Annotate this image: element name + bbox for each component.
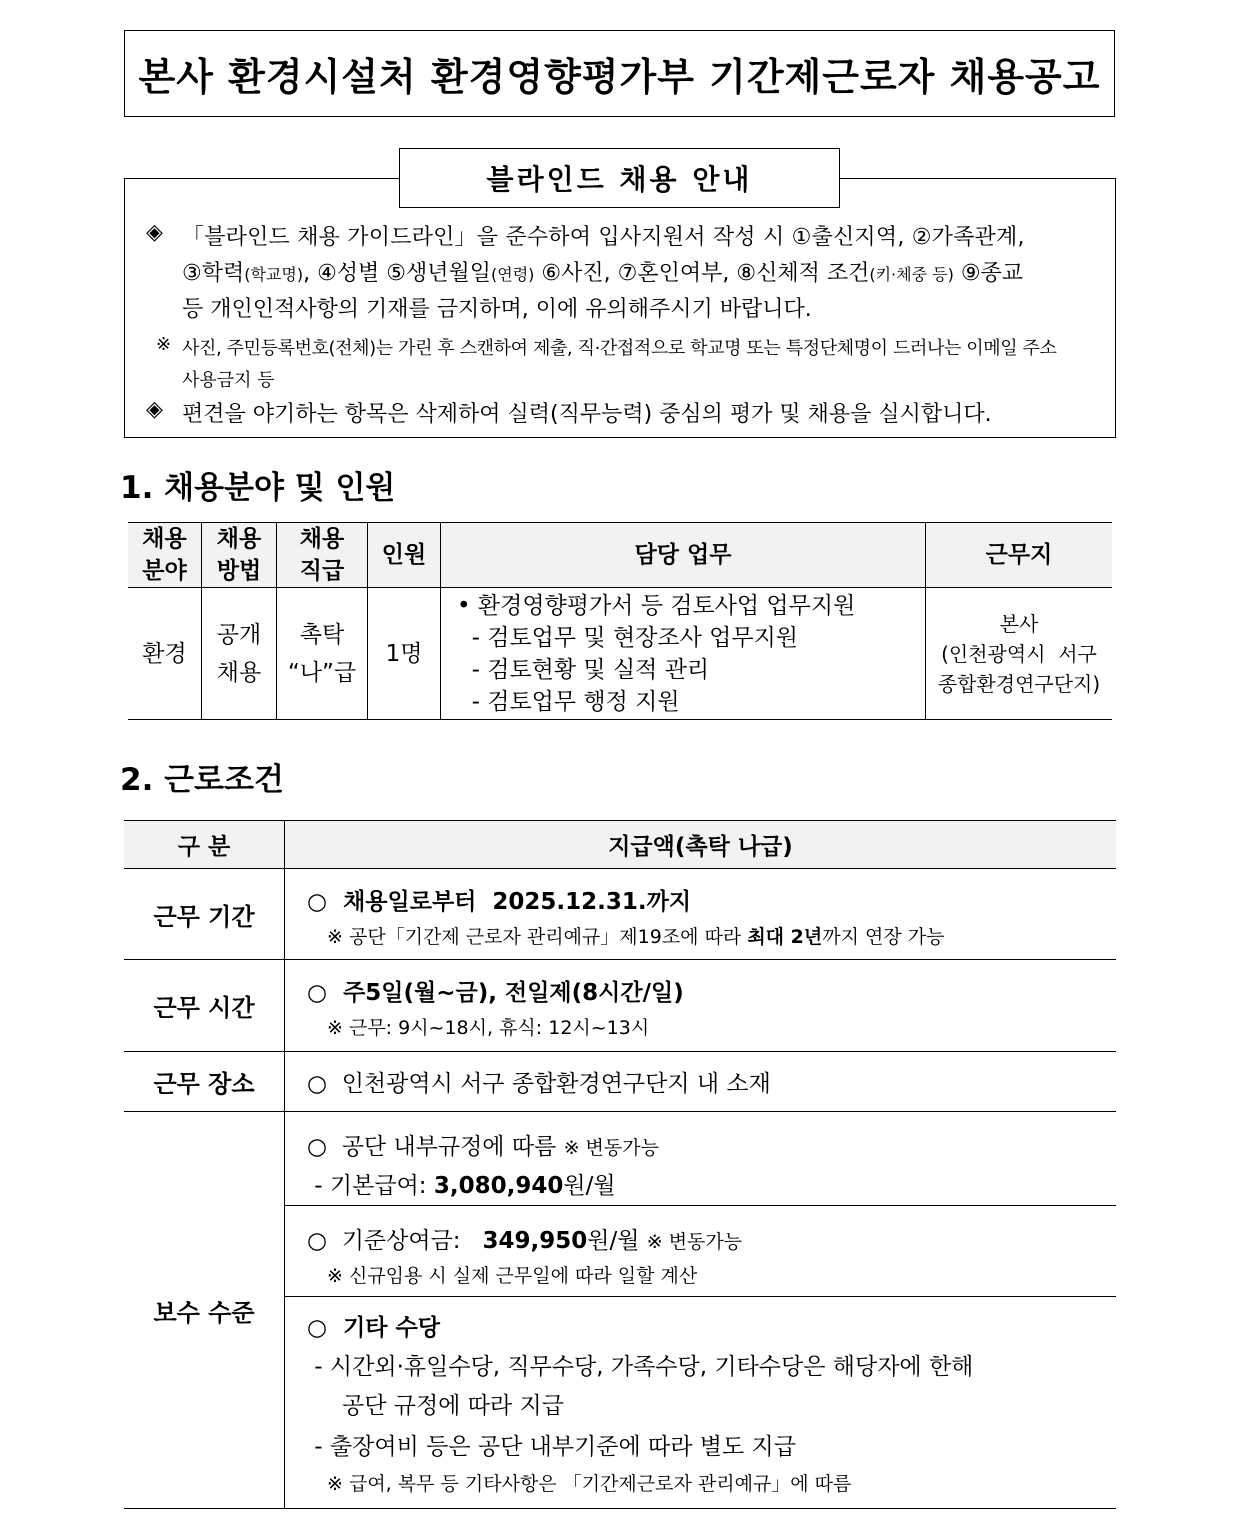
section-1-heading: 1. 채용분야 및 인원 <box>120 470 396 506</box>
blind-line-2 <box>182 256 1023 287</box>
pay-a-sub-c: 원/월 <box>563 1173 616 1199</box>
value-pay-c <box>285 1297 1117 1509</box>
place-main: ○ 인천광역시 서구 종합환경연구단지 내 소재 <box>307 1071 771 1097</box>
section-2-heading: 2. 근로조건 <box>120 762 284 798</box>
blind-line-2-b-note: (연령) <box>491 265 535 284</box>
pay-c-3: - 출장여비 등은 공단 내부기준에 따라 별도 지급 <box>307 1434 796 1460</box>
blind-notice-heading-text: 블라인드 채용 안내 <box>486 163 753 196</box>
cell-method <box>202 588 277 720</box>
recruitment-table <box>128 522 1112 720</box>
blind-line-2-b: , ④성별 ⑤생년월일 <box>303 261 492 286</box>
period-note-b: 최대 2년 <box>747 926 823 948</box>
pay-a-note: ※ 변동가능 <box>563 1137 659 1159</box>
row-place <box>124 1052 1116 1112</box>
label-pay: 보수 수준 <box>124 1112 285 1509</box>
header-grade-1: 채용 <box>299 526 345 552</box>
page-title <box>124 30 1115 117</box>
pay-b-main-c: 원/월 <box>587 1228 647 1254</box>
pay-b-sub: ※ 신규임용 시 실제 근무일에 따라 일할 계산 <box>327 1265 698 1287</box>
pay-c-main: ○ 기타 수당 <box>307 1315 440 1341</box>
cell-grade <box>277 588 368 720</box>
row-pay-a <box>124 1112 1116 1206</box>
duty-item: - 검토업무 행정 지원 <box>457 688 680 715</box>
header-grade <box>277 523 368 588</box>
period-main: ○ 채용일로부터 2025.12.31.까지 <box>307 889 692 915</box>
blind-line-1: 「블라인드 채용 가이드라인」을 준수하여 입사지원서 작성 시 ①출신지역, ②가족관계, <box>182 225 1025 250</box>
pay-a-main-text: ○ 공단 내부규정에 따름 <box>307 1134 564 1160</box>
blind-line-2-c: ⑥사진, ⑦혼인여부, ⑧신체적 조건 <box>534 261 870 286</box>
cell-duty <box>441 588 926 720</box>
table-header-row <box>124 821 1116 869</box>
pay-a-sub-a: - 기본급여: <box>307 1173 434 1199</box>
table-header-row <box>128 523 1112 588</box>
value-place <box>285 1052 1117 1112</box>
blind-line-3: 등 개인인적사항의 기재를 금지하며, 이에 유의해주시기 바랍니다. <box>182 297 812 322</box>
blind-line-2-d: ⑨종교 <box>953 261 1024 286</box>
hours-main: ○ 주5일(월~금), 전일제(8시간/일) <box>307 980 684 1006</box>
header-method-1: 채용 <box>216 526 262 552</box>
label-period: 근무 기간 <box>124 869 285 960</box>
blind-line-2-a: ③학력 <box>182 261 245 286</box>
pay-a-main <box>307 1128 1116 1161</box>
header-duty: 담당 업무 <box>441 523 926 588</box>
header-value: 지급액(촉탁 나급) <box>285 821 1117 869</box>
pay-c-note: ※ 급여, 복무 등 기타사항은 「기간제근로자 관리예규」에 따름 <box>327 1473 852 1495</box>
cell-count: 1명 <box>368 588 441 720</box>
bullet-icon: ◈ <box>146 220 163 245</box>
cell-method-1: 공개 <box>216 621 262 648</box>
value-pay-a <box>285 1112 1117 1206</box>
label-hours: 근무 시간 <box>124 960 285 1052</box>
cell-field: 환경 <box>128 588 202 720</box>
pay-c-1: - 시간외·휴일수당, 직무수당, 가족수당, 기타수당은 해당자에 한해 <box>307 1354 974 1380</box>
period-note-c: 까지 연장 가능 <box>822 926 945 948</box>
hours-note: ※ 근무: 9시~18시, 휴식: 12시~13시 <box>327 1017 650 1039</box>
header-count: 인원 <box>368 523 441 588</box>
label-place: 근무 장소 <box>124 1052 285 1112</box>
location-3: 종합환경연구단지) <box>937 671 1101 696</box>
blind-note-1: 사진, 주민등록번호(전체)는 가린 후 스캔하여 제출, 직·간접적으로 학교명 또는 특정단체명이 드러나는 이메일 주소 <box>182 338 1057 359</box>
cell-grade-1: 촉탁 <box>299 621 345 648</box>
cell-location <box>926 588 1113 720</box>
header-field-2: 분야 <box>142 558 187 584</box>
period-note-a: ※ 공단「기간제 근로자 관리예규」제19조에 따라 <box>327 926 748 948</box>
header-method-2: 방법 <box>216 558 262 584</box>
header-grade-2: 직급 <box>299 558 345 584</box>
period-note <box>307 922 1116 949</box>
blind-line-2-a-note: (학교명) <box>244 265 304 284</box>
pay-c-2: 공단 규정에 따라 지급 <box>342 1393 564 1419</box>
value-hours <box>285 960 1117 1052</box>
value-period <box>285 869 1117 960</box>
location-2: (인천광역시 서구 <box>941 641 1097 666</box>
blind-line-2-c-note: (키·체중 등) <box>869 265 954 284</box>
blind-note-2: 사용금지 등 <box>182 370 275 391</box>
pay-a-sub-b: 3,080,940 <box>433 1173 564 1199</box>
bullet-icon: ◈ <box>146 397 163 422</box>
pay-a-sub <box>307 1167 1116 1200</box>
row-hours <box>124 960 1116 1052</box>
header-field-1: 채용 <box>142 526 187 552</box>
header-field <box>128 523 202 588</box>
note-icon: ※ <box>156 334 172 355</box>
row-period <box>124 869 1116 960</box>
value-pay-b <box>285 1206 1117 1297</box>
duty-item: - 검토업무 및 현장조사 업무지원 <box>457 624 798 651</box>
header-category: 구 분 <box>124 821 285 869</box>
pay-b-main-a: ○ 기준상여금: <box>307 1228 483 1254</box>
blind-line-4: 편견을 야기하는 항목은 삭제하여 실력(직무능력) 중심의 평가 및 채용을 실시합니다. <box>182 402 992 427</box>
conditions-table <box>124 820 1116 1509</box>
duty-item: - 검토현황 및 실적 관리 <box>457 656 710 683</box>
cell-grade-2: “나”급 <box>287 659 357 686</box>
table-row <box>128 588 1112 720</box>
location-1: 본사 <box>999 611 1039 636</box>
header-location: 근무지 <box>926 523 1113 588</box>
header-method <box>202 523 277 588</box>
pay-b-note: ※ 변동가능 <box>646 1231 743 1253</box>
page-title-text: 본사 환경시설처 환경영향평가부 기간제근로자 채용공고 <box>138 55 1101 99</box>
cell-method-2: 채용 <box>216 659 262 686</box>
pay-b-main <box>307 1222 1116 1255</box>
blind-notice-heading <box>399 148 840 208</box>
pay-b-main-b: 349,950 <box>482 1228 588 1254</box>
duty-item: • 환경영향평가서 등 검토사업 업무지원 <box>457 592 856 619</box>
